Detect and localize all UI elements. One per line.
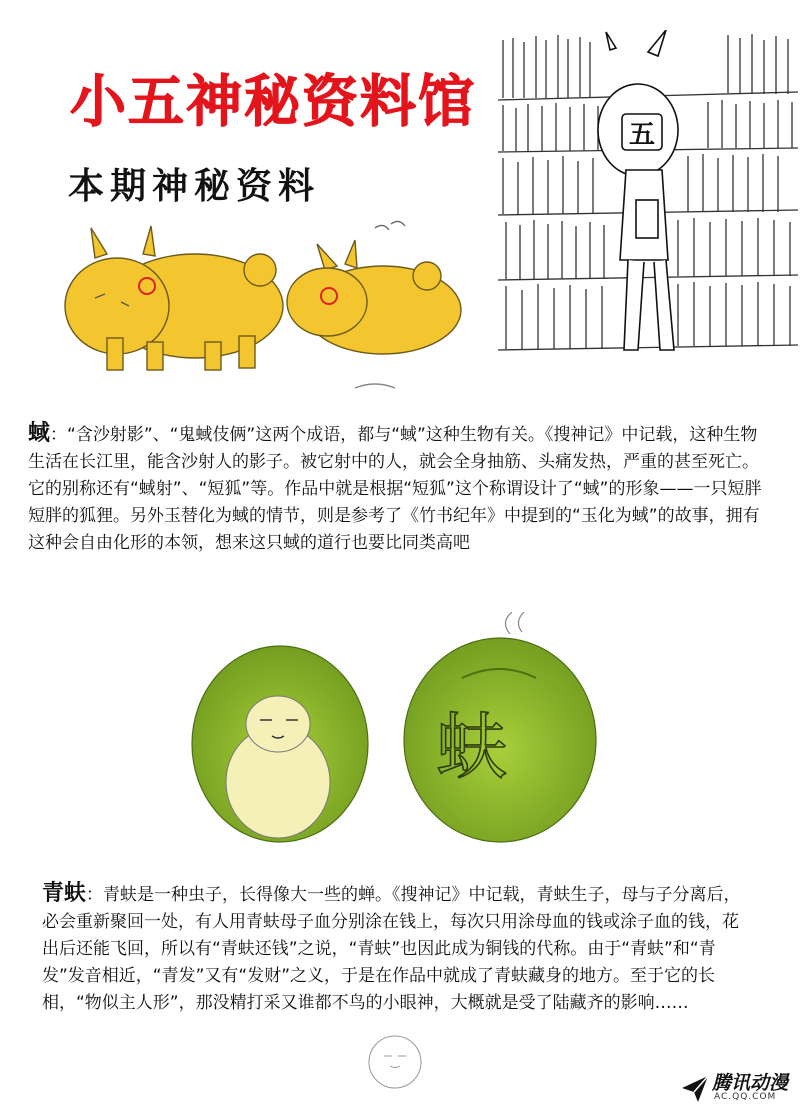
helmet-character-label: 五: [629, 120, 656, 150]
watermark-url: AC.QQ.COM: [714, 1092, 777, 1102]
entry-colon: ：: [50, 425, 68, 445]
bookshelf-character-illustration: [498, 30, 798, 370]
entry-yu: [28, 420, 773, 557]
small-cricket-sketch: [360, 1030, 430, 1090]
cricket-back-character: 蚨: [436, 705, 509, 789]
entry-colon: ：: [86, 885, 104, 905]
fox-creature-illustration: [55, 218, 475, 398]
page-subtitle: 本期神秘资料: [68, 166, 321, 207]
page-title: 小五神秘资料馆: [70, 70, 476, 135]
entry-term: 蜮: [28, 421, 51, 446]
paper-plane-icon: [680, 1074, 710, 1104]
cricket-creature-illustration: [190, 612, 610, 862]
entry-description: 青蚨是一种虫子，长得像大一些的蝉。《搜神记》中记载，青蚨生子，母与子分离后，必会重新聚回一处，有人用青蚨母子血分别涂在钱上，每次只用涂母血的钱或涂子血的钱，花出后还能飞回，所以有“青蚨还钱”之说，“青蚨”也因此成为铜钱的代称。由于“青蚨”和“青发”发音相近，“青发”又有“发财”之义，于是在作品中就成了青蚨藏身的地方。至于它的长相，“物似主人形”，那没精打采又谁都不鸟的小眼神，大概就是受了陆藏齐的影响……: [42, 885, 741, 1013]
watermark-logo: [680, 1068, 792, 1108]
entry-qingfu: [42, 880, 747, 1017]
entry-description: “含沙射影”、“鬼蜮伎俩”这两个成语，都与“蜮”这种生物有关。《搜神记》中记载，这种生物生活在长江里，能含沙射人的影子。被它射中的人，就会全身抽筋、头痛发热，严重的甚至死亡。它的别称还有“蜮射”、“短狐”等。作品中就是根据“短狐”这个称谓设计了“蜮”的形象——一只短胖短胖的狐狸。另外玉替化为蜮的情节，则是参考了《竹书纪年》中提到的“玉化为蜮”的故事，拥有这种会自由化形的本领，想来这只蜮的道行也要比同类高吧: [28, 425, 762, 553]
entry-term: 青蚨: [42, 881, 87, 906]
watermark-name: 腾讯动漫: [712, 1072, 789, 1094]
